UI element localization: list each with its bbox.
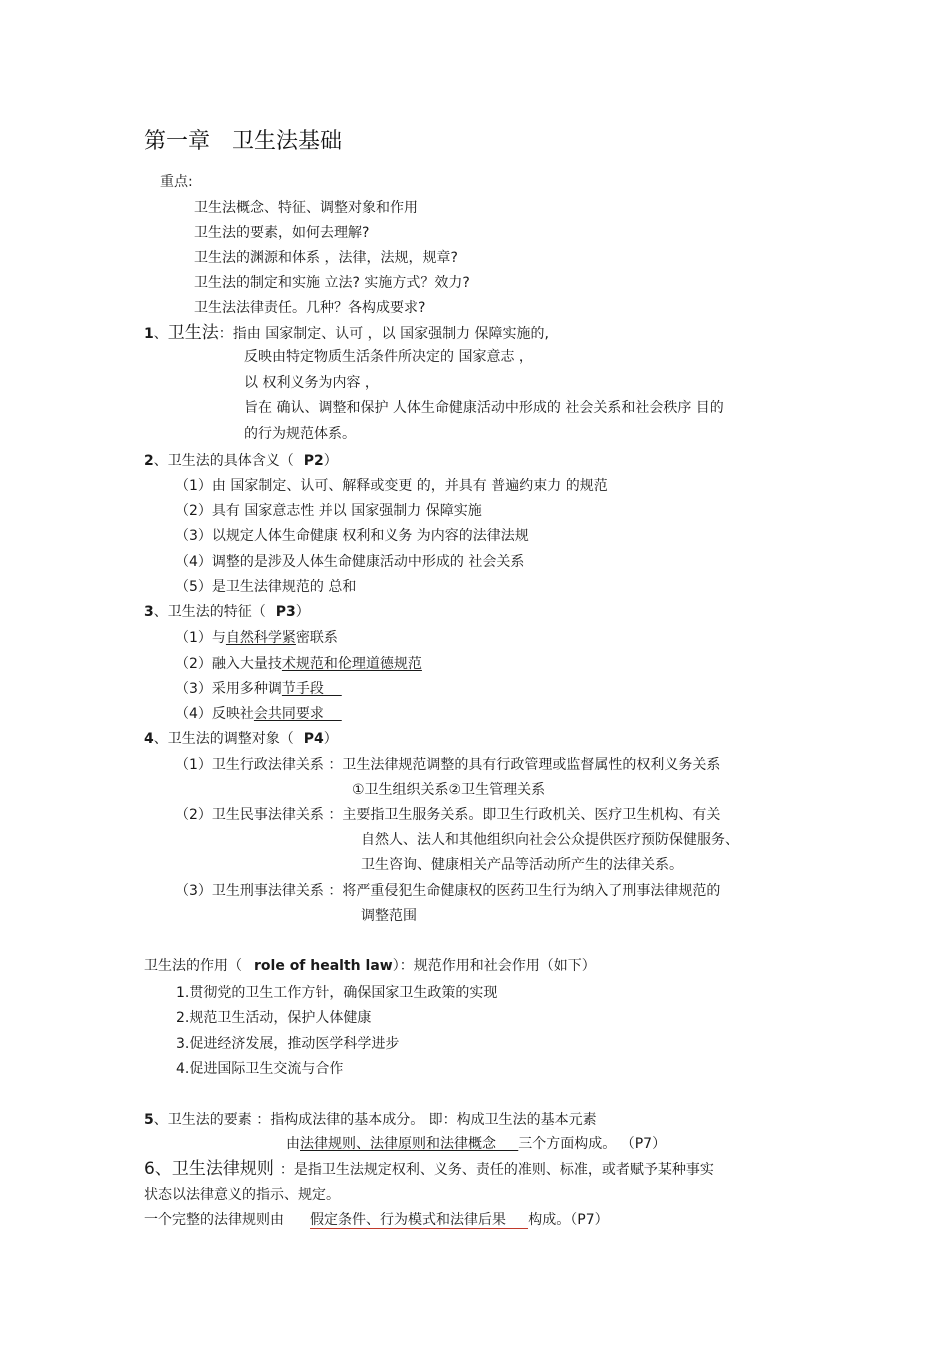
section-2-item: （1）由 国家制定、认可、解释或变更 的，并具有 普遍约束力 的规范: [175, 478, 608, 494]
civil-relation: （2）卫生民事法律关系 ：主要指卫生服务关系。即卫生行政机关、医疗卫生机构、有关: [175, 807, 721, 823]
key-point-item: 卫生法的制定和实施 立法? 实施方式？效力?: [194, 275, 470, 291]
role-item: 1.贯彻党的卫生工作方针，确保国家卫生政策的实现: [176, 985, 498, 1001]
criminal-relation-label: （3）卫生刑事法律关系 ：: [175, 883, 343, 899]
section-6-line: 状态以法律意义的指示、规定。: [144, 1187, 340, 1203]
section-1-line: 反映由特定物质生活条件所决定的 国家意志 ，: [244, 349, 533, 365]
key-point-item: 卫生法的渊源和体系 ，法律，法规，规章?: [194, 250, 458, 266]
section-1-heading: 1、卫生法：指由 国家制定、认可 ，以 国家强制力 保障实施的,: [144, 323, 549, 343]
section-3-item: （1）与自然科学紧密联系: [175, 630, 338, 646]
section-4-heading: 4、卫生法的调整对象（ P4）: [144, 731, 338, 747]
section-1-line: 以 权利义务为内容 ，: [244, 375, 379, 391]
criminal-relation: （3）卫生刑事法律关系 ：将严重侵犯生命健康权的医药卫生行为纳入了刑事法律规范的: [175, 883, 721, 899]
section-1-term: 卫生法: [167, 323, 219, 343]
chapter-number: 第一章: [144, 129, 211, 154]
section-1-line: 的行为规范体系。: [244, 426, 356, 442]
section-3-heading: 3、卫生法的特征（ P3）: [144, 604, 310, 620]
section-2-item: （5）是卫生法律规范的 总和: [175, 579, 357, 595]
admin-relation-sub: ①卫生组织关系②卫生管理关系: [352, 782, 546, 798]
civil-relation-line: 自然人、法人和其他组织向社会公众提供医疗预防保健服务、: [361, 832, 739, 848]
role-item: 2.规范卫生活动，保护人体健康: [176, 1010, 372, 1026]
admin-relation-label: （1）卫生行政法律关系 ：: [175, 757, 343, 773]
role-item: 3.促进经济发展，推动医学科学进步: [176, 1036, 400, 1052]
key-point-item: 卫生法法律责任。几种？各构成要求?: [194, 300, 426, 316]
section-1-line: 指由 国家制定、认可 ，以 国家强制力 保障实施的,: [232, 326, 549, 342]
section-5-heading: 5、卫生法的要素 ：指构成法律的基本成分。 即：构成卫生法的基本元素: [144, 1112, 597, 1128]
section-6-heading: 6、卫生法律规则 ：是指卫生法规定权利、义务、责任的准则、标准，或者赋予某种事实: [144, 1159, 714, 1179]
section-5-line: 由法律规则、法律原则和法律概念 三个方面构成。 （P7）: [286, 1136, 667, 1152]
section-2-item: （3）以规定人体生命健康 权利和义务 为内容的法律法规: [175, 528, 529, 544]
role-heading: 卫生法的作用（ role of health law）：规范作用和社会作用（如下）: [144, 958, 596, 974]
key-points-label: 重点:: [160, 174, 193, 190]
section-3-item: （2）融入大量技术规范和伦理道德规范: [175, 656, 422, 672]
key-point-item: 卫生法的要素，如何去理解?: [194, 225, 370, 241]
section-2-item: （4）调整的是涉及人体生命健康活动中形成的 社会关系: [175, 554, 525, 570]
civil-relation-line: 卫生咨询、健康相关产品等活动所产生的法律关系。: [361, 857, 683, 873]
section-2-heading: 2、卫生法的具体含义（ P2）: [144, 453, 338, 469]
section-3-item: （4）反映社会共同要求: [175, 706, 342, 722]
criminal-relation-line: 调整范围: [361, 908, 417, 924]
section-1-line: 旨在 确认、调整和保护 人体生命健康活动中形成的 社会关系和社会秩序 目的: [244, 400, 724, 416]
admin-relation: （1）卫生行政法律关系 ：卫生法律规范调整的具有行政管理或监督属性的权利义务关系: [175, 757, 721, 773]
key-point-item: 卫生法概念、特征、调整对象和作用: [194, 200, 418, 216]
section-2-item: （2）具有 国家意志性 并以 国家强制力 保障实施: [175, 503, 482, 519]
chapter-name: 卫生法基础: [232, 129, 343, 154]
civil-relation-label: （2）卫生民事法律关系 ：: [175, 807, 343, 823]
section-6-term: 6、卫生法律规则: [144, 1159, 274, 1179]
page-title: [144, 128, 342, 156]
section-6-line: 一个完整的法律规则由 假定条件、行为模式和法律后果 构成。（P7）: [144, 1212, 609, 1228]
section-3-item: （3）采用多种调节手段: [175, 681, 342, 697]
role-item: 4.促进国际卫生交流与合作: [176, 1061, 344, 1077]
